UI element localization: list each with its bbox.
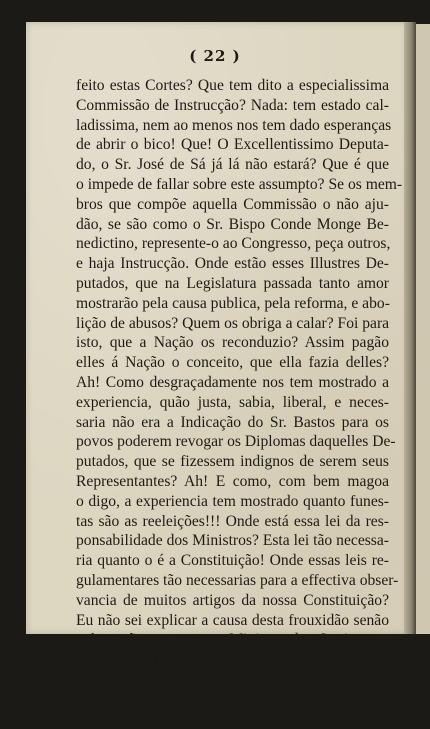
text-line: feito estas Cortes? Que tem dito a especialissima xyxy=(76,76,389,96)
text-line: do, o Sr. José de Sá já lá não estará? Que é que xyxy=(76,155,389,175)
text-line: elles á Nação o conceito, que ella fazia delles? xyxy=(76,353,389,373)
text-line: vossos pensamentos, o artigo, que diz, a livre xyxy=(76,710,389,729)
text-line: vancia de muitos artigos da nossa Constituição? xyxy=(76,591,389,611)
text-line: de abrir o bico! Que! O Excellentissimo Deputa- xyxy=(76,135,389,155)
text-line: povos poderem revogar os Diplomas daquelles De- xyxy=(76,432,389,452)
text-line: lição de abusos? Quem os obriga a calar? Foi para xyxy=(76,314,389,334)
text-line: orçarão 10 contos de reis para espionagem, que xyxy=(76,650,389,670)
text-line: putados, que na Legislatura passada tanto amor xyxy=(76,274,389,294)
adjacent-page-edge xyxy=(416,24,430,634)
text-line: em quanto a mim foi o mesmo que dizer: “Ci- xyxy=(76,670,389,690)
text-line: o impede de fallar sobre este assumpto? Se os mem- xyxy=(76,175,389,195)
text-line: e haja Instrucção. Onde estão esses Illustres De- xyxy=(76,254,389,274)
page-gutter xyxy=(404,22,416,634)
text-line: gulamentares tão necessarias para a effectiva obser- xyxy=(76,571,389,591)
text-line: ladissima, nem ao menos nos tem dado esperanças xyxy=(76,116,389,136)
text-line: ria quanto o é a Constituição! Onde essas leis re- xyxy=(76,551,389,571)
page-number: ( 22 ) xyxy=(0,47,430,65)
text-line: experiencia, quão justa, sabia, liberal, e neces- xyxy=(76,393,389,413)
text-line: bros que compõe aquella Commissão o não aju- xyxy=(76,195,389,215)
text-line: isto, que a Nação os reconduzio? Assim pagão xyxy=(76,333,389,353)
text-line: Commissão de Instrucção? Nada: tem estado cal- xyxy=(76,96,389,116)
text-line: dadãos, o art. 7 da Constituição, que garante os xyxy=(76,690,389,710)
body-text xyxy=(76,76,389,729)
text-line: pela razão, porque ao Ministro das Justiças se xyxy=(76,630,389,650)
text-line: nedictino, represente-o ao Congresso, peça outros, xyxy=(76,234,389,254)
text-line: mostrarão pela causa publica, pela reforma, e abo- xyxy=(76,294,389,314)
text-line: ponsabilidade dos Ministros? Esta lei tão necessa- xyxy=(76,531,389,551)
text-line: saria não era a Indicação do Sr. Bastos para os xyxy=(76,413,389,433)
text-line: Eu não sei explicar a causa desta frouxidão senão xyxy=(76,611,389,631)
text-line: dão, se são como o Sr. Bispo Conde Monge Be- xyxy=(76,215,389,235)
text-line: Ah! Como desgraçadamente nos tem mostrado a xyxy=(76,373,389,393)
text-line: tas são as reeleições!!! Onde está essa lei da res- xyxy=(76,512,389,532)
text-line: o digo, a experiencia tem mostrado quanto funes- xyxy=(76,492,389,512)
text-line: Representantes? Ah! E como, com bem magoa xyxy=(76,472,389,492)
text-line: putados, que se fizessem indignos de serem seus xyxy=(76,452,389,472)
